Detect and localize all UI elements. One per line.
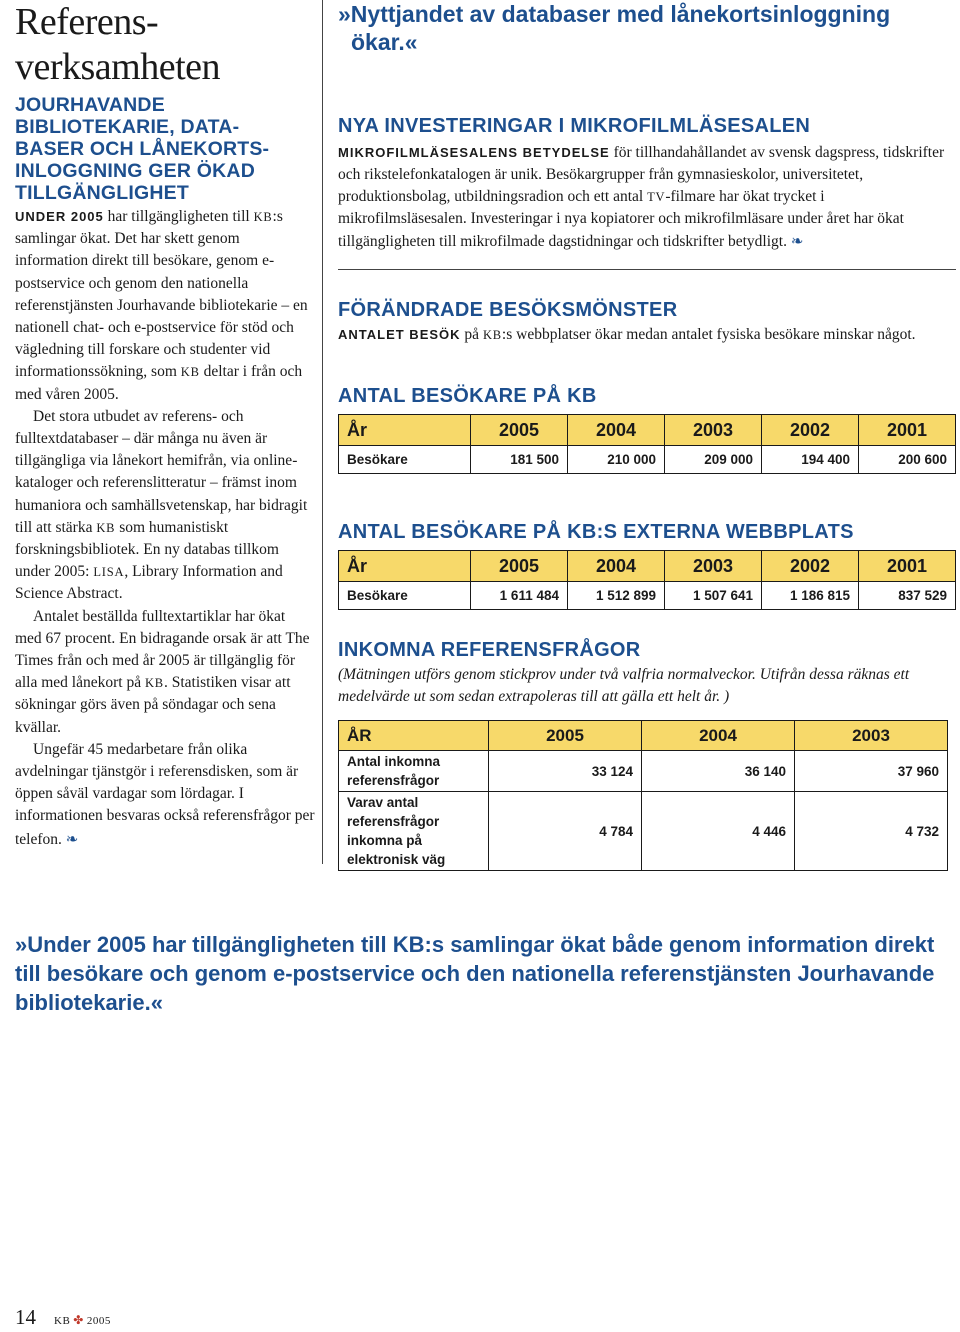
section-heading-besoksmonster: FÖRÄNDRADE BESÖKSMÖNSTER: [338, 299, 678, 321]
table-cell: 1 507 641: [665, 582, 762, 610]
header-cell: 2005: [471, 551, 568, 582]
header-cell: 2004: [568, 551, 665, 582]
row-label: Besökare: [339, 446, 471, 474]
abbr-tv: TV: [647, 190, 666, 204]
end-mark-icon: ❧: [790, 232, 804, 250]
text: -filmare har ökat trycket i mikrofilmsläsesalen. Investeringar i nya kopiatorer och mikrofilmläsare under året har ökat tillgängligheten till mikrofilmade dagstidningar och tidskrifter betydligt.: [338, 188, 904, 250]
quote-line-2: ökar.«: [351, 29, 418, 55]
pull-quote-bottom: »Under 2005 har tillgängligheten till KB:s samlingar ökat både genom information direkt till besökare och genom e-postservice och den nationella referenstjänsten Jourhavande bibliotekarie.«: [15, 932, 935, 1015]
table-cell: 4 446: [642, 792, 795, 871]
header-cell: ÅR: [339, 721, 489, 751]
table-heading-webbplats: [338, 520, 956, 544]
abbr-kb: KB: [180, 365, 200, 380]
heading-line: JOURHAVANDE: [15, 94, 165, 116]
footer-publication: [54, 1315, 111, 1327]
table-besokare: [338, 414, 956, 474]
right-column: [338, 0, 956, 871]
text: Antalet beställda fulltextartiklar har ökat med 67 procent. En bidragande orsak är att The Times från och med år 2005 är tillgänglig för alla med lånekort på: [15, 607, 310, 692]
table-cell: 209 000: [665, 446, 762, 474]
header-cell: År: [339, 551, 471, 582]
fleuron-icon: ✤: [73, 1313, 84, 1327]
column-divider: [322, 0, 323, 864]
table-cell: 36 140: [642, 751, 795, 792]
abbr-kb: KB: [253, 210, 273, 224]
abbr-kb: KB: [144, 676, 164, 691]
table-cell: 1 512 899: [568, 582, 665, 610]
footer-kb: KB: [54, 1315, 71, 1327]
header-cell: 2003: [665, 415, 762, 446]
table-header-row: [339, 551, 956, 582]
table-note: (Mätningen utförs genom stickprov under två valfria normalveckor. Utifrån dessa räknas ett medelvärde ut som sedan extrapoleras till att gälla ett helt år. ): [338, 666, 910, 705]
table-cell: 837 529: [859, 582, 956, 610]
table-cell: 194 400: [762, 446, 859, 474]
heading-line: BIBLIOTEKARIE, DATA-: [15, 116, 240, 138]
left-body-text: [15, 206, 315, 851]
heading-line: BASER OCH LÅNEKORTS-: [15, 138, 270, 160]
table-row: [339, 582, 956, 610]
heading-text: ANTAL BESÖKARE PÅ KB: [338, 385, 597, 407]
text: som humanistiskt forskningsbibliotek. En ny databas tillkom under 2005:: [15, 518, 279, 581]
header-cell: 2003: [665, 551, 762, 582]
table-cell: 33 124: [489, 751, 642, 792]
table-cell: 37 960: [795, 751, 948, 792]
title-line-2: verksamheten: [15, 46, 221, 88]
header-cell: 2002: [762, 415, 859, 446]
table-header-row: [339, 721, 948, 751]
abbr-lisa: LISA: [93, 565, 125, 580]
heading-text: ANTAL BESÖKARE PÅ KB:S EXTERNA WEBBPLATS: [338, 521, 854, 543]
text: för tillhandahållandet av svensk dagspress, tidskrifter och rikstelefonkatalogen är unik. Besökargrupper från gymnasieskolor, universitetet, produktionsbolag, utbildningsradion och ett antal: [338, 144, 945, 205]
text: deltar i från och med våren 2005.: [15, 363, 303, 403]
footer-year: 2005: [86, 1315, 111, 1327]
header-cell: 2003: [795, 721, 948, 751]
page-footer: [15, 1305, 111, 1330]
paragraph-3: [15, 606, 315, 739]
abbr-kb: KB: [96, 520, 116, 535]
header-cell: 2001: [859, 551, 956, 582]
lead-in: ANTALET BESÖK: [338, 327, 461, 342]
section-heading-jourhavande: [15, 94, 315, 204]
heading-line: INLOGGNING GER ÖKAD: [15, 160, 255, 182]
row-label: Besökare: [339, 582, 471, 610]
row-label: Antal inkomna referensfrågor: [339, 751, 489, 792]
table-webbplats: [338, 550, 956, 610]
lead-in: UNDER 2005: [15, 209, 104, 224]
title-line-1: Referens-: [15, 1, 159, 43]
table-referensfragor: [338, 720, 948, 871]
header-cell: 2004: [642, 721, 795, 751]
paragraph-2: [15, 406, 315, 606]
left-column: [15, 0, 315, 851]
paragraph-1: [15, 206, 315, 406]
header-cell: 2005: [489, 721, 642, 751]
header-cell: 2004: [568, 415, 665, 446]
table-cell: 1 611 484: [471, 582, 568, 610]
lead-in: MIKROFILMLÄSESALENS BETYDELSE: [338, 145, 610, 160]
table-header-row: [339, 415, 956, 446]
table-cell: 4 732: [795, 792, 948, 871]
row-label: Varav antal referensfrågor inkomna på elektronisk väg: [339, 792, 489, 871]
heading-line: TILLGÄNGLIGHET: [15, 182, 189, 204]
header-cell: 2005: [471, 415, 568, 446]
pull-quote-top: [338, 0, 956, 56]
section-heading-mikrofilm: NYA INVESTERINGAR I MIKROFILMLÄSESALEN: [338, 115, 811, 137]
table-row: [339, 792, 948, 871]
header-cell: 2002: [762, 551, 859, 582]
table-heading-besokare: [338, 384, 956, 408]
text: , Library Information and Science Abstract.: [15, 563, 283, 603]
abbr-kb: KB: [482, 328, 502, 342]
quote-line-1: »Nyttjandet av databaser med lånekortsinloggning: [338, 1, 891, 27]
table-cell: 210 000: [568, 446, 665, 474]
section-body-besoksmonster: [338, 324, 956, 346]
text: :s samlingar ökat. Det har skett genom information direkt till besökare, genom e-postservice och genom den nationella referenstjänsten Jourhavande bibliotekarie – en nationell chat- och e-postservice för stöd och vägledning till forskare och studenter vid informationssökning, som: [15, 208, 308, 381]
section-body-mikrofilm: [338, 142, 956, 253]
text: Ungefär 45 medarbetare från olika avdelningar tjänstgör i referensdisken, som är öppen såväl vardagar som lördagar. I informationen besvaras också referensfrågor per telefon.: [15, 740, 315, 848]
table-cell: 200 600: [859, 446, 956, 474]
table-heading-referensfragor: INKOMNA REFERENSFRÅGOR: [338, 639, 641, 661]
table-cell: 1 186 815: [762, 582, 859, 610]
table-row: [339, 751, 948, 792]
end-mark-icon: ❧: [65, 829, 79, 848]
text: har tillgängligheten till: [103, 208, 254, 225]
table-row: [339, 446, 956, 474]
text: . Statistiken visar att sökningar görs även på söndagar och sena kvällar.: [15, 674, 291, 736]
text: på: [460, 326, 483, 343]
paragraph-4: [15, 739, 315, 851]
page-number: 14: [15, 1305, 36, 1329]
text: Det stora utbudet av referens- och fulltextdatabaser – där många nu även är tillgängliga via lånekort hemifrån, via online-kataloger och referenslitteratur – främst inom humaniora och samhällsvetenskap, har bidragit till att stärka: [15, 407, 308, 536]
header-cell: År: [339, 415, 471, 446]
header-cell: 2001: [859, 415, 956, 446]
table-cell: 181 500: [471, 446, 568, 474]
page-title: [15, 0, 315, 90]
text: :s webbplatser ökar medan antalet fysiska besökare minskar något.: [501, 326, 916, 343]
table-cell: 4 784: [489, 792, 642, 871]
